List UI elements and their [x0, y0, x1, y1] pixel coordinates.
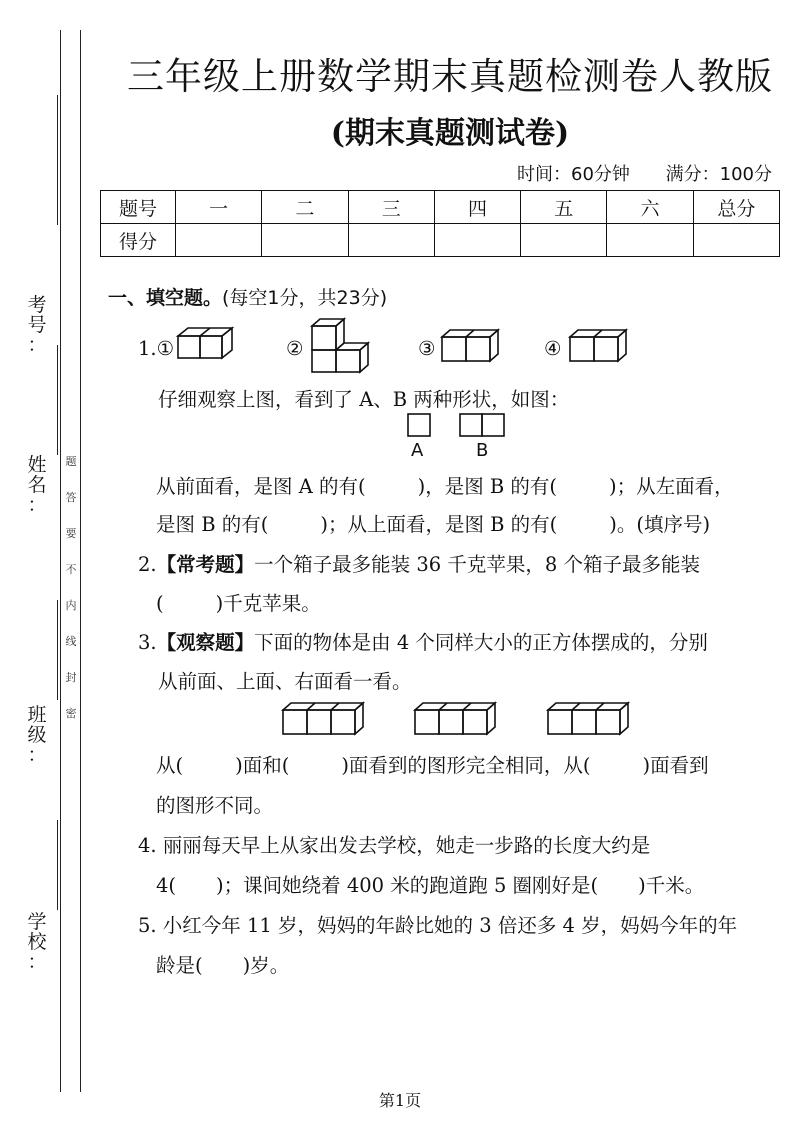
q3-line-2: 从前面、上面、右面看一看。: [158, 670, 412, 693]
score-table-score-row: [101, 224, 780, 257]
score-header-cell: 五: [521, 191, 607, 224]
score-cell[interactable]: [348, 224, 434, 257]
text-segment: )面和(: [235, 754, 290, 777]
school-underline[interactable]: [57, 820, 58, 910]
question-number: 3.: [138, 631, 157, 654]
name-underline[interactable]: [57, 345, 58, 455]
score-row-label: 得分: [101, 224, 176, 257]
text-segment: )千米。: [638, 874, 705, 897]
score-header-cell: 总分: [693, 191, 779, 224]
shape-b-square-left: [460, 414, 482, 436]
q3-figure-3: [548, 700, 638, 740]
seal-char: 封: [65, 671, 77, 684]
score-header-cell: 二: [262, 191, 348, 224]
exam-number-underline[interactable]: [57, 95, 58, 225]
text-segment: )岁。: [242, 954, 290, 977]
q5-line-1: 5. 小红今年 11 岁，妈妈的年龄比她的 3 倍还多 4 岁，妈妈今年的年: [138, 914, 738, 937]
q3-line-1: [138, 627, 708, 655]
exam-meta: [517, 160, 772, 186]
text-segment: 一个箱子最多能装 36 千克苹果，8 个箱子最多能装: [254, 553, 700, 576]
score-cell[interactable]: [693, 224, 779, 257]
q1-shape-legend: [400, 410, 510, 460]
q2-line-1: [138, 549, 700, 577]
q1-prompt: 仔细观察上图，看到了 A、B 两种形状，如图：: [158, 388, 570, 411]
section-title: 一、填空题。: [108, 287, 223, 309]
q1-mark-3: ③: [418, 337, 436, 360]
q1-line-2: [156, 471, 734, 499]
text-segment: (: [156, 592, 164, 615]
q3-line-3: [156, 750, 709, 778]
q4-line-1: 4. 丽丽每天早上从家出发去学校，她走一步路的长度大约是: [138, 834, 651, 857]
seal-char: 要: [65, 527, 77, 540]
shape-b-square-right: [482, 414, 504, 436]
score-cell[interactable]: [607, 224, 693, 257]
q1-figure-1: [178, 326, 238, 366]
score-table-header-row: [101, 191, 780, 224]
text-segment: )，是图 B 的有(: [417, 475, 558, 498]
school-label: 学 校 ：: [27, 911, 47, 973]
text-segment: )；课间她绕着 400 米的跑道跑 5 圈刚好是(: [216, 874, 599, 897]
page-title: 三年级上册数学期末真题检测卷人教版: [127, 55, 773, 98]
text-segment: 从前面看，是图 A 的有(: [156, 475, 366, 498]
binding-margin: [0, 0, 92, 1132]
text-segment: 是图 B 的有(: [156, 513, 269, 536]
score-cell[interactable]: [521, 224, 607, 257]
seal-char: 不: [65, 563, 77, 576]
q3-line-4: 的图形不同。: [156, 794, 274, 817]
q2-line-2: [156, 588, 321, 616]
q1-figure-2: [312, 318, 372, 374]
name-label: 姓 名 ：: [27, 454, 47, 516]
margin-line-outer: [60, 30, 61, 1092]
score-header-cell: 六: [607, 191, 693, 224]
seal-char: 题: [65, 455, 77, 468]
text-segment: )面看到的图形完全相同，从(: [341, 754, 591, 777]
text-segment: 从(: [156, 754, 184, 777]
score-header-cell: 四: [434, 191, 520, 224]
question-tag: 【常考题】: [156, 553, 255, 576]
section-note: (每空1分，共23分): [222, 287, 388, 309]
q1-mark-2: ②: [286, 337, 304, 360]
seal-char: 内: [65, 599, 77, 612]
margin-line-inner: [80, 30, 81, 1092]
q5-line-2: [156, 950, 289, 978]
exam-number-label: 考 号 ：: [27, 294, 47, 356]
text-segment: )面看到: [642, 754, 709, 777]
text-segment: 龄是(: [156, 954, 203, 977]
class-underline[interactable]: [57, 600, 58, 700]
q1-mark-1: 1.①: [138, 337, 175, 360]
text-segment: 4(: [156, 874, 177, 897]
seal-char: 线: [65, 635, 77, 648]
score-cell[interactable]: [262, 224, 348, 257]
question-number: 2.: [138, 553, 157, 576]
q1-figure-4: [570, 328, 630, 366]
score-header-cell: 三: [348, 191, 434, 224]
shape-a-square: [408, 414, 430, 436]
text-segment: )。(填序号): [609, 513, 711, 536]
exam-full-score: 满分：100分: [665, 164, 772, 185]
question-tag: 【观察题】: [156, 631, 255, 654]
class-label: 班 级 ：: [27, 704, 47, 766]
section-heading: [108, 283, 387, 310]
text-segment: 下面的物体是由 4 个同样大小的正方体摆成的，分别: [254, 631, 708, 654]
exam-time: 时间：60分钟: [517, 164, 630, 185]
text-segment: )；从上面看，是图 B 的有(: [320, 513, 558, 536]
text-segment: )千克苹果。: [215, 592, 321, 615]
score-cell[interactable]: [176, 224, 262, 257]
page-number: 第1页: [378, 1091, 422, 1110]
page-subtitle: (期末真题测试卷): [330, 116, 570, 151]
score-cell[interactable]: [434, 224, 520, 257]
q4-line-2: [156, 870, 704, 898]
shape-b-label: B: [476, 440, 489, 461]
q1-line-3: [156, 509, 710, 537]
seal-line-notice: [64, 455, 78, 743]
seal-char: 密: [65, 707, 77, 720]
q3-figure-2: [415, 700, 505, 740]
score-header-cell: 题号: [101, 191, 176, 224]
score-header-cell: 一: [176, 191, 262, 224]
shape-a-label: A: [411, 440, 424, 461]
q3-figure-1: [283, 700, 373, 740]
q1-figure-3: [442, 328, 502, 366]
text-segment: )；从左面看，: [609, 475, 734, 498]
score-table: [100, 190, 780, 257]
seal-char: 答: [65, 491, 77, 504]
q1-mark-4: ④: [544, 337, 562, 360]
